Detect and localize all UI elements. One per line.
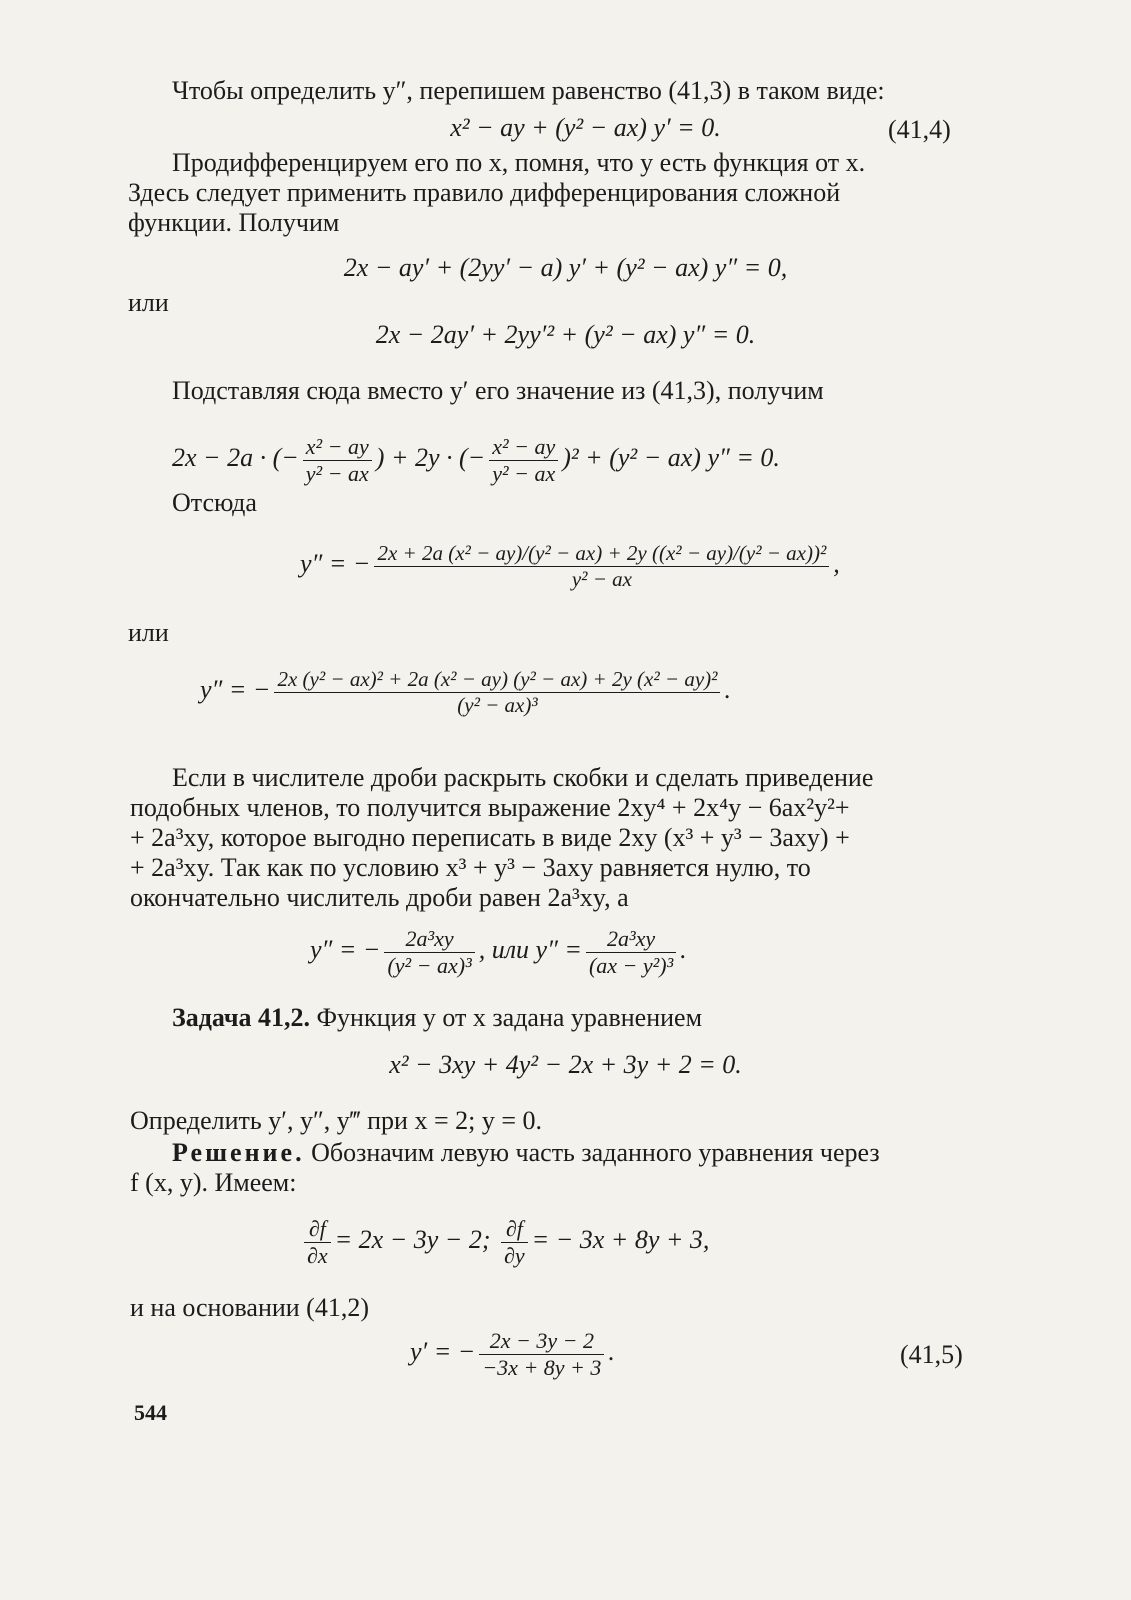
text-line: окончательно числитель дроби равен 2a³xy, а (130, 883, 629, 912)
equation: y″ = − $\frac{\text{2a³xy}}{\text{(y² − ax)³}}$ , или y″ = $\frac{\text{2a³xy}}{\text{(ax − y²)³}}$ . (310, 926, 687, 978)
equation-41-5: y′ = − $\frac{2x - 3y - 2}{-3x + 8y + 3}$ . (410, 1328, 615, 1380)
equation: 2x − 2a · (− $\frac{\text{x² − ay}}{\text{y² − ax}}$ ) + 2y · (− $\frac{\text{x² − ay}}{\text{y² − ax}}$ )² + (y² − ax) y″ = 0. (172, 434, 780, 486)
text-line: f (x, y). Имеем: (130, 1168, 297, 1197)
text-line: Отсюда (172, 488, 257, 517)
text-line: или (128, 288, 169, 317)
text-line: и на основании (41,2) (130, 1293, 370, 1322)
equation-number: (41,5) (900, 1340, 963, 1369)
text-line: + 2a³xy. Так как по условию x³ + y³ − 3axy равняется нулю, то (130, 853, 811, 882)
text-line: функции. Получим (128, 208, 340, 237)
task-heading: Задача 41,2. Функция y от x задана уравнением (172, 1003, 703, 1032)
equation: y″ = − $\frac{\text{2x (y² − ax)² + 2a (x² − ay) (y² − ax) + 2y (x² − ay)²}}{\text{(y² − ax)³}}$ . (200, 667, 731, 717)
equation-number: (41,4) (888, 115, 951, 144)
text-line: + 2a³xy, которое выгодно переписать в виде 2xy (x³ + y³ − 3axy) + (130, 823, 850, 852)
text-line: Подставляя сюда вместо y′ его значение из (41,3), получим (172, 376, 824, 405)
text-line: или (128, 618, 169, 647)
text-line: Определить y′, y″, y‴ при x = 2; y = 0. (130, 1106, 542, 1135)
equation-41-4: x² − ay + (y² − ax) y′ = 0. (450, 113, 721, 142)
equation: y″ = − $\frac{\text{2x + 2a (x² − ay)/(y² − ax) + 2y ((x² − ay)/(y² − ax))²}}{\text{y² − ax}}$ , (300, 541, 840, 591)
text-line: Здесь следует применить правило дифференцирования сложной (128, 178, 841, 207)
text-line: Чтобы определить y″, перепишем равенство (41,3) в таком виде: (172, 76, 885, 105)
solution-line: Решение. Обозначим левую часть заданного уравнения через (172, 1138, 880, 1167)
page-number: 544 (134, 1400, 167, 1425)
text-line: Если в числителе дроби раскрыть скобки и сделать приведение (172, 763, 874, 792)
equation: $\frac{\partial f}{\partial x}$ = 2x − 3y − 2; $\frac{\partial f}{\partial y}$ = − 3x + 8y + 3, (300, 1210, 709, 1270)
equation: 2x − 2ay′ + 2yy′² + (y² − ax) y″ = 0. (375, 320, 756, 349)
equation: x² − 3xy + 4y² − 2x + 3y + 2 = 0. (389, 1050, 742, 1079)
text-line: Продифференцируем его по x, помня, что y есть функция от x. (172, 148, 866, 177)
equation: 2x − ay′ + (2yy′ − a) y′ + (y² − ax) y″ = 0, (343, 253, 788, 282)
text-line: подобных членов, то получится выражение 2xy⁴ + 2x⁴y − 6ax²y²+ (130, 793, 850, 822)
